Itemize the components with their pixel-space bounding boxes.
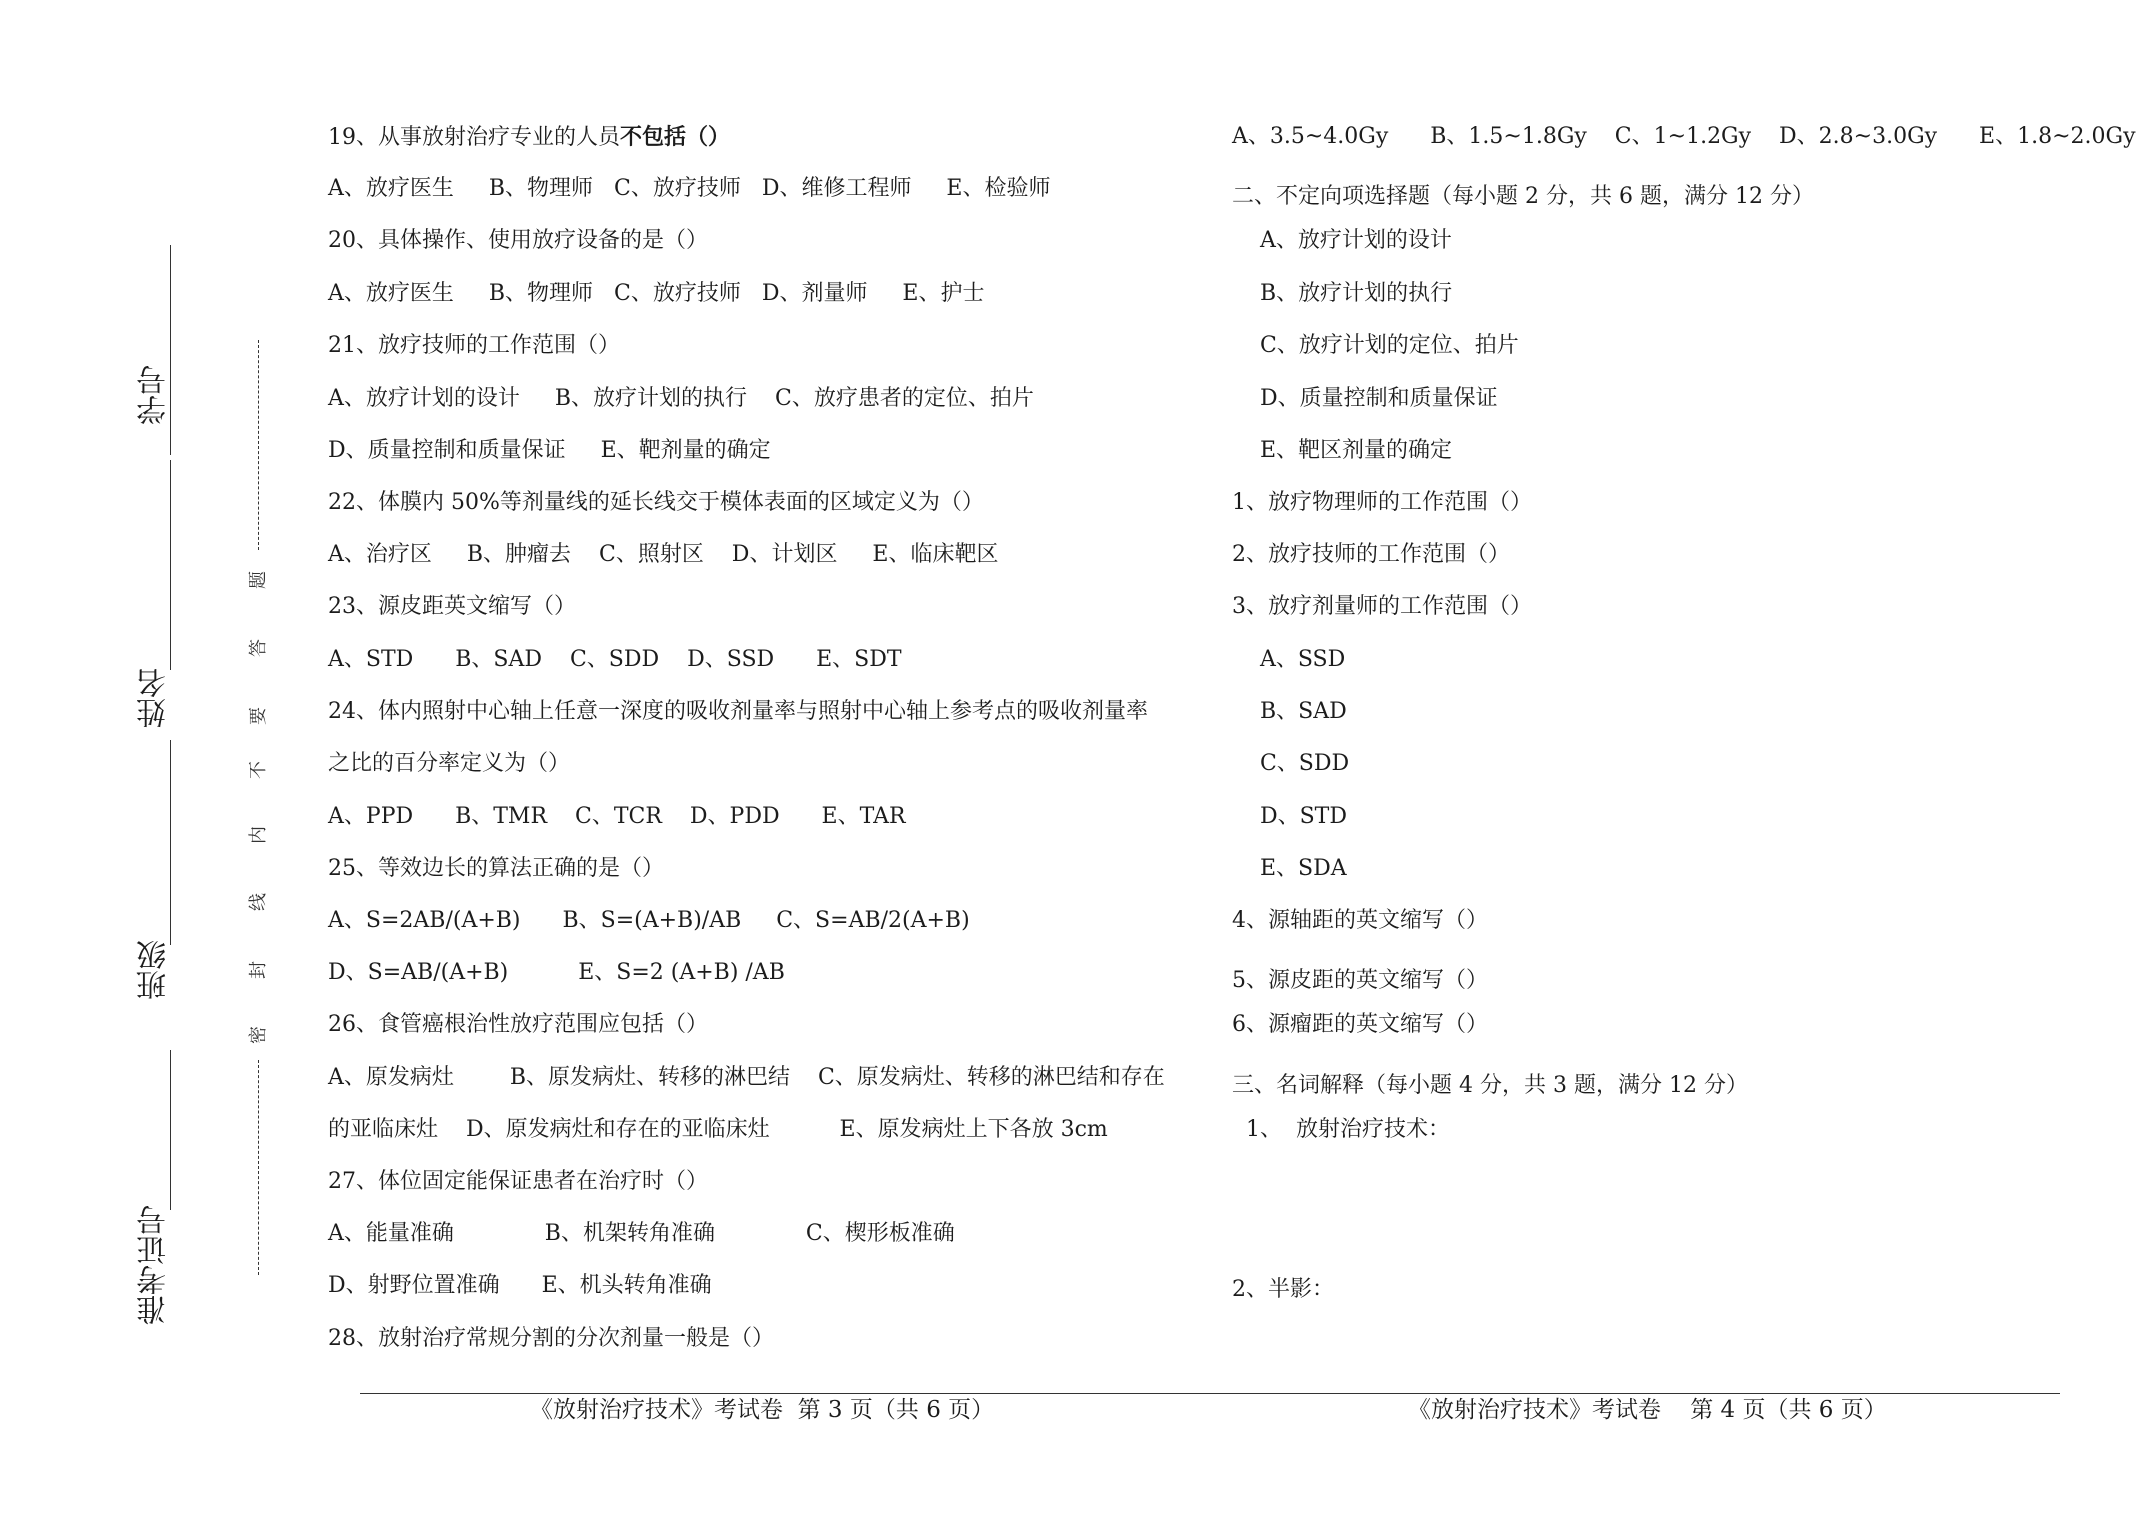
label-class: 班级: [137, 940, 172, 1000]
options-line: A、PPD B、TMR C、TCR D、PDD E、TAR: [328, 804, 906, 829]
options-line: A、能量准确 B、机架转角准确 C、楔形板准确: [328, 1221, 955, 1246]
binding-underline: [170, 460, 171, 670]
seal-char: 线: [248, 893, 269, 911]
seal-char: 要: [248, 707, 269, 725]
options-line: D、射野位置准确 E、机头转角准确: [328, 1273, 712, 1298]
options-line: A、放疗医生 B、物理师 C、放疗技师 D、维修工程师 E、检验师: [328, 176, 1051, 201]
footer-page-4: 《放射治疗技术》考试卷 第 4 页（共 6 页）: [1408, 1397, 1887, 1423]
question-line: 19、从事放射治疗专业的人员不包括（）: [328, 124, 731, 150]
seal-char: 答: [248, 639, 269, 657]
question-line: 2、半影：: [1232, 1277, 1334, 1302]
seal-char: 题: [248, 571, 269, 589]
binding-underline: [170, 740, 171, 945]
question-line: 20、具体操作、使用放疗设备的是（）: [328, 228, 708, 253]
options-line: A、3.5~4.0Gy B、1.5~1.8Gy C、1~1.2Gy D、2.8~3.0Gy E、1.8~2.0Gy: [1232, 124, 2136, 149]
question-line: 1、放疗物理师的工作范围（）: [1232, 490, 1532, 515]
options-line: A、放疗计划的设计 B、放疗计划的执行 C、放疗患者的定位、拍片: [328, 386, 1034, 411]
options-line: C、放疗计划的定位、拍片: [1232, 333, 1519, 358]
binding-underline: [170, 1050, 171, 1210]
options-line: A、STD B、SAD C、SDD D、SSD E、SDT: [328, 647, 902, 672]
footer-rule: [360, 1393, 2060, 1394]
options-line: E、SDA: [1232, 856, 1347, 881]
label-name: 姓名: [137, 668, 172, 728]
section-heading: 三、名词解释（每小题 4 分，共 3 题，满分 12 分）: [1232, 1073, 1748, 1098]
options-line: A、治疗区 B、肿瘤去 C、照射区 D、计划区 E、临床靶区: [328, 542, 999, 567]
options-line: D、质量控制和质量保证: [1232, 386, 1498, 411]
options-line: D、质量控制和质量保证 E、靶剂量的确定: [328, 438, 771, 463]
question-line: 3、放疗剂量师的工作范围（）: [1232, 594, 1532, 619]
seal-char: 不: [248, 761, 269, 779]
question-line: 22、体膜内 50%等剂量线的延长线交于模体表面的区域定义为（）: [328, 490, 984, 515]
seal-char: 密: [248, 1026, 269, 1044]
section-heading: 二、不定向项选择题（每小题 2 分，共 6 题，满分 12 分）: [1232, 184, 1814, 209]
options-line: B、放疗计划的执行: [1232, 281, 1453, 306]
footer-page-3: 《放射治疗技术》考试卷 第 3 页（共 6 页）: [530, 1397, 995, 1423]
question-line: 23、源皮距英文缩写（）: [328, 594, 576, 619]
question-line: 25、等效边长的算法正确的是（）: [328, 856, 664, 881]
label-student-id: 学号: [137, 365, 172, 425]
question-line: 5、源皮距的英文缩写（）: [1232, 968, 1488, 993]
options-line: A、S=2AB/(A+B) B、S=(A+B)/AB C、S=AB/2(A+B): [328, 908, 970, 933]
seal-char: 内: [248, 826, 269, 844]
options-line: E、靶区剂量的确定: [1232, 438, 1453, 463]
options-line: 的亚临床灶 D、原发病灶和存在的亚临床灶 E、原发病灶上下各放 3cm: [328, 1117, 1108, 1142]
question-line: 24、体内照射中心轴上任意一深度的吸收剂量率与照射中心轴上参考点的吸收剂量率: [328, 699, 1148, 724]
question-line: 21、放疗技师的工作范围（）: [328, 333, 620, 358]
question-line: 4、源轴距的英文缩写（）: [1232, 908, 1488, 933]
question-line: 27、体位固定能保证患者在治疗时（）: [328, 1169, 708, 1194]
question-line: 之比的百分率定义为（）: [328, 751, 571, 776]
options-line: C、SDD: [1232, 751, 1350, 776]
seal-dashed-line: [258, 1060, 259, 1275]
options-line: D、S=AB/(A+B) E、S=2 (A+B) /AB: [328, 960, 785, 985]
label-exam-number: 准考证号: [137, 1205, 172, 1325]
options-line: A、放疗医生 B、物理师 C、放疗技师 D、剂量师 E、护士: [328, 281, 985, 306]
question-line: 28、放射治疗常规分割的分次剂量一般是（）: [328, 1326, 774, 1351]
seal-char: 封: [248, 961, 269, 979]
options-line: A、SSD: [1232, 647, 1346, 672]
question-line: 26、食管癌根治性放疗范围应包括（）: [328, 1012, 708, 1037]
emphasis-text: 不包括（）: [620, 124, 731, 150]
question-line: 6、源瘤距的英文缩写（）: [1232, 1012, 1488, 1037]
options-line: A、放疗计划的设计: [1232, 228, 1452, 253]
options-line: A、原发病灶 B、原发病灶、转移的淋巴结 C、原发病灶、转移的淋巴结和存在: [328, 1065, 1165, 1090]
options-line: D、STD: [1232, 804, 1347, 829]
options-line: B、SAD: [1232, 699, 1347, 724]
question-line: 2、放疗技师的工作范围（）: [1232, 542, 1510, 567]
question-line: 1、 放射治疗技术：: [1232, 1117, 1450, 1142]
seal-dashed-line: [258, 340, 259, 550]
